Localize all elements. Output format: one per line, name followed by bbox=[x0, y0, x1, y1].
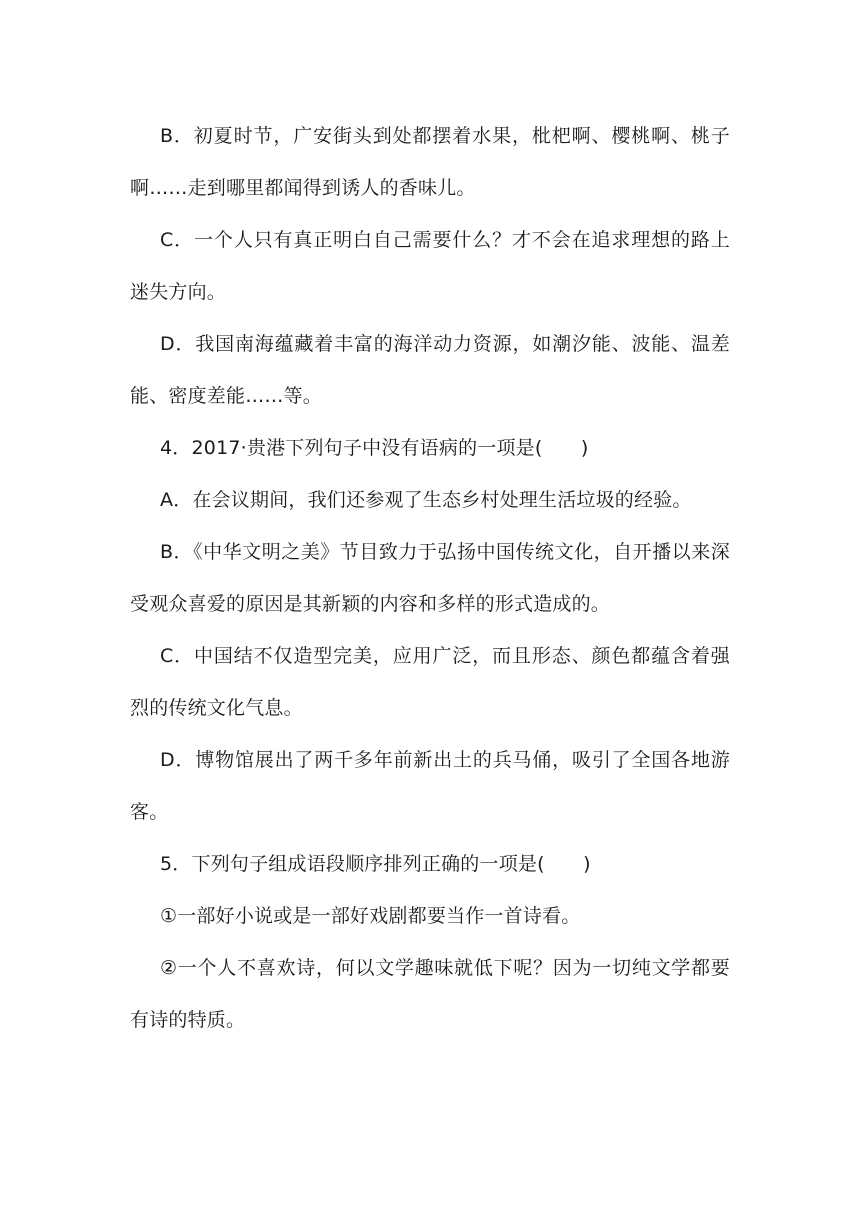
option-b-fruit-sentence: B．初夏时节，广安街头到处都摆着水果，枇杷啊、樱桃啊、桃子啊……走到哪里都闻得到诱人的香味儿。 bbox=[130, 125, 730, 199]
question-4-stem: 4．2017·贵港下列句子中没有语病的一项是( ) bbox=[160, 437, 589, 459]
option-d-ocean-energy-sentence: D．我国南海蕴藏着丰富的海洋动力资源，如潮汐能、波能、温差能、密度差能……等。 bbox=[130, 333, 730, 407]
question-4-option-b: B．《中华文明之美》节目致力于弘扬中国传统文化，自开播以来深受观众喜爱的原因是其新颖的内容和多样的形式造成的。 bbox=[130, 541, 730, 615]
question-4-option-c: C．中国结不仅造型完美，应用广泛，而且形态、颜色都蕴含着强烈的传统文化气息。 bbox=[130, 645, 730, 719]
option-c-ideal-sentence: C．一个人只有真正明白自己需要什么？才不会在追求理想的路上迷失方向。 bbox=[130, 229, 730, 303]
document-body bbox=[130, 110, 730, 1046]
question-5-sentence-1: ①一部好小说或是一部好戏剧都要当作一首诗看。 bbox=[160, 905, 581, 927]
question-4-option-d: D．博物馆展出了两千多年前新出土的兵马俑，吸引了全国各地游客。 bbox=[130, 749, 730, 823]
question-5-sentence-2: ②一个人不喜欢诗，何以文学趣味就低下呢？因为一切纯文学都要有诗的特质。 bbox=[130, 957, 730, 1031]
question-4-option-a: A．在会议期间，我们还参观了生态乡村处理生活垃圾的经验。 bbox=[160, 489, 692, 511]
question-5-stem: 5．下列句子组成语段顺序排列正确的一项是( ) bbox=[160, 853, 591, 875]
